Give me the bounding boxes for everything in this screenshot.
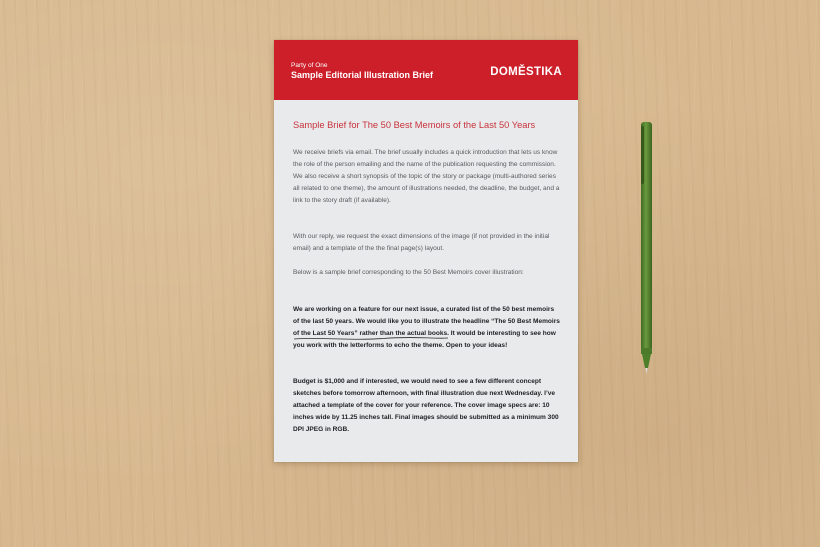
brief-title: Sample Brief for The 50 Best Memoirs of the Last 50 Years [293, 120, 536, 130]
domestika-logo: DOMĚSTIKA [490, 66, 562, 78]
pen-icon [636, 120, 658, 376]
brief-sheet [274, 40, 578, 462]
brief-header [274, 40, 578, 100]
paragraph-reply: With our reply, we request the exact dimensions of the image (if not provided in the initial email) and a template of the the final page(s) layout. [293, 233, 550, 253]
pen-underline-mark [293, 336, 449, 342]
paragraph-sample-note: Below is a sample brief corresponding to the 50 Best Memoirs cover illustration: [293, 269, 524, 276]
header-title: Sample Editorial Illustration Brief [291, 70, 434, 80]
header-kicker: Party of One [291, 62, 328, 69]
paragraph-intro: We receive briefs via email. The brief usually includes a quick introduction that lets us know the role of the person emailing and the name of the publication requesting the commission. We also receive a short synopsis of the topic of the story or package (multi-authored series all related to one theme), the amount of illustrations needed, the deadline, the budget, and a link to the story draft (if available). [293, 149, 560, 205]
paragraph-budget: Budget is $1,000 and if interested, we would need to see a few different concept sketches before tomorrow afternoon, with final illustration due next Wednesday. I’ve attached a template of the cover for your reference. The cover image specs are: 10 inches wide by 11.25 inches tall. Final images should be submitted as a minimum 300 DPI JPEG in RGB. [293, 378, 559, 434]
paragraph-feature: We are working on a feature for our next issue, a curated list of the 50 best memoirs of the last 50 years. We would like you to illustrate the headline “The 50 Best Memoirs of the Last 50 Years” rather than the actual books. It would be interesting to see how you work with the letterforms to echo the theme. Open to your ideas! [293, 306, 560, 350]
